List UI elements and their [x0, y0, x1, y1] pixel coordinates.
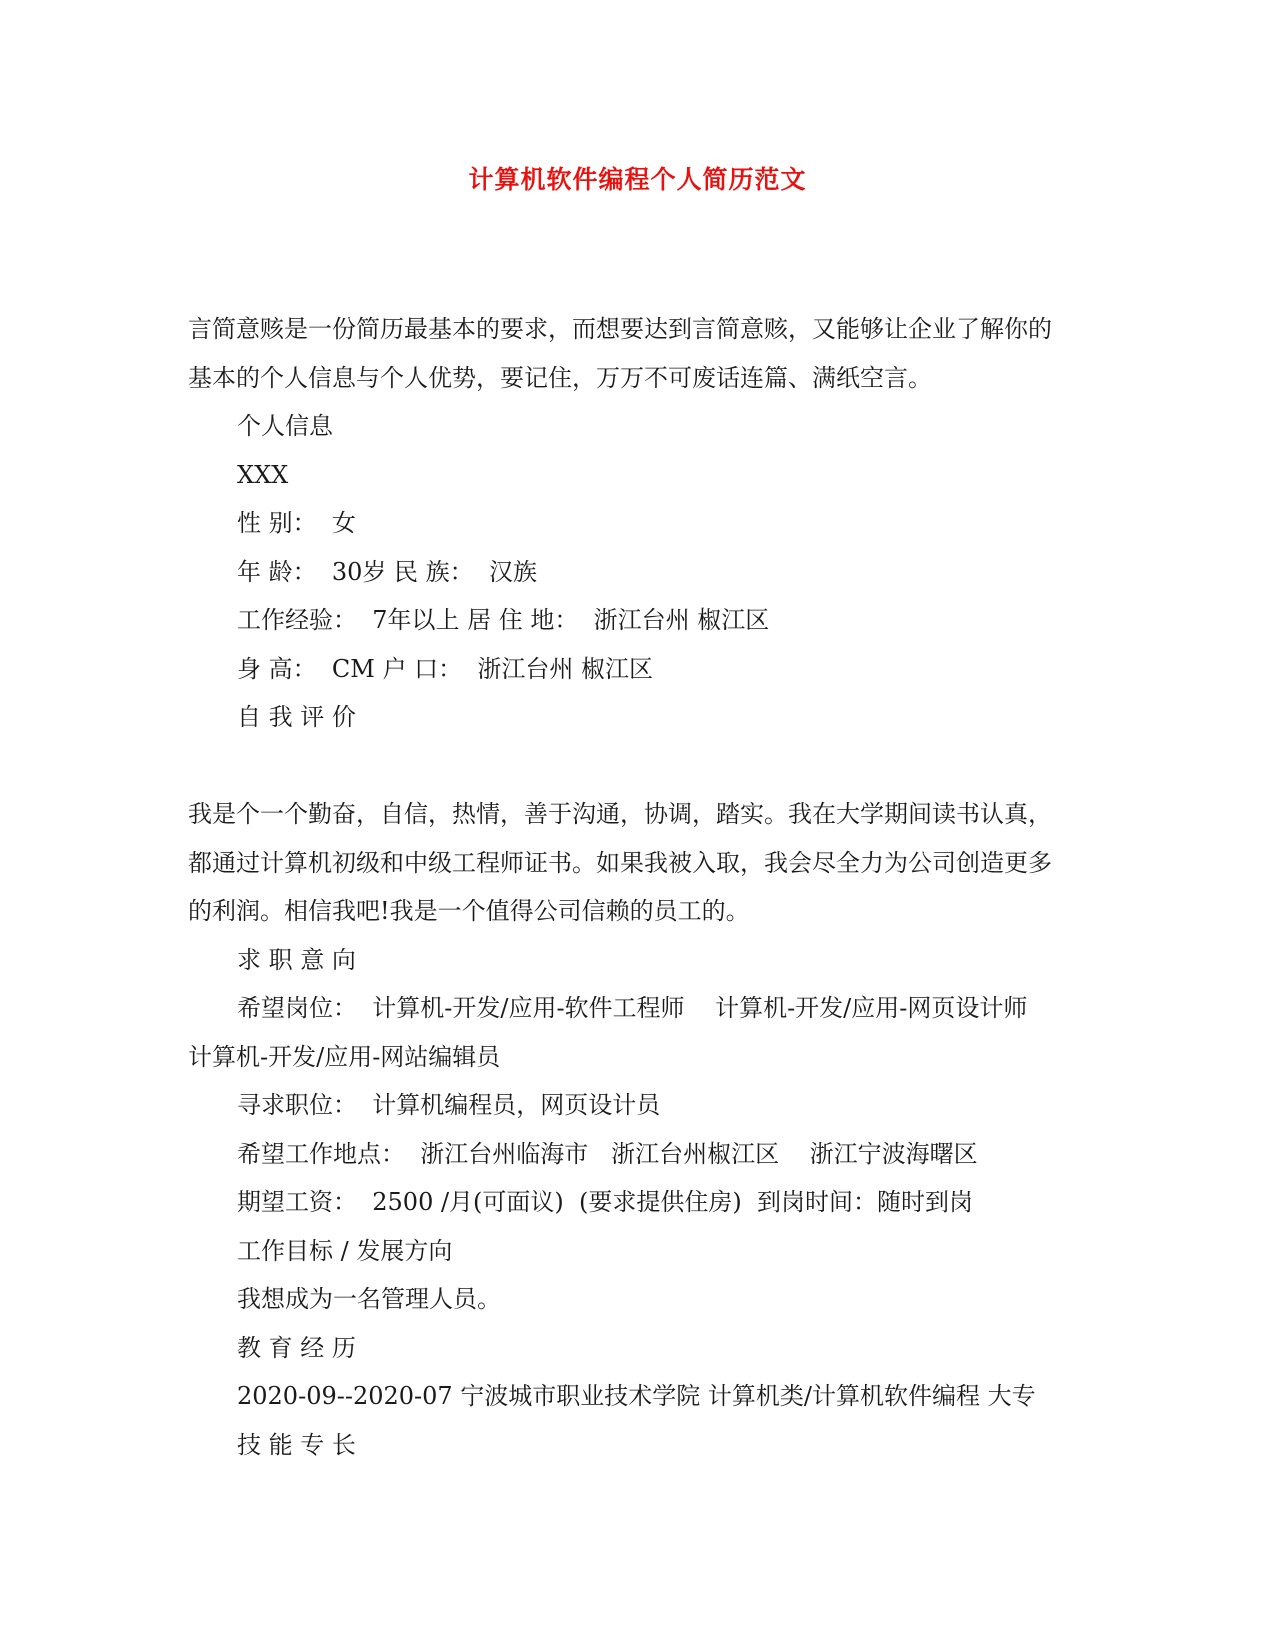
self-evaluation-heading: 自 我 评 价 — [237, 703, 356, 731]
salary-line: 期望工资： 2500 /月(可面议) (要求提供住房) 到岗时间：随时到岗 — [237, 1188, 974, 1216]
intro-line: 基本的个人信息与个人优势，要记住，万万不可废话连篇、满纸空言。 — [188, 363, 932, 392]
blank-line — [188, 742, 1088, 791]
name-value: XXX — [237, 460, 289, 489]
age-line: 年 龄： 30岁 民 族： 汉族 — [237, 557, 537, 586]
intro-line: 言简意赅是一份简历最基本的要求，而想要达到言简意赅，又能够让企业了解你的 — [188, 315, 1052, 343]
personal-info-heading: 个人信息 — [237, 412, 333, 440]
education-heading: 教 育 经 历 — [237, 1333, 356, 1362]
work-location-line: 希望工作地点： 浙江台州临海市 浙江台州椒江区 浙江宁波海曙区 — [237, 1139, 978, 1168]
experience-line: 工作经验： 7年以上 居 住 地： 浙江台州 椒江区 — [237, 606, 770, 634]
skills-heading: 技 能 专 长 — [237, 1430, 356, 1459]
seeking-position-line: 寻求职位： 计算机编程员，网页设计员 — [237, 1091, 661, 1119]
education-entry: 2020-09--2020-07 宁波城市职业技术学院 计算机类/计算机软件编程 大专 — [237, 1382, 1036, 1410]
career-goal-text: 我想成为一名管理人员。 — [237, 1285, 501, 1313]
self-evaluation-line: 的利润。相信我吧!我是一个值得公司信赖的员工的。 — [188, 897, 750, 925]
self-evaluation-line: 我是个一个勤奋，自信，热情，善于沟通，协调，踏实。我在大学期间读书认真， — [188, 800, 1052, 828]
document-title: 计算机软件编程个人简历范文 — [468, 165, 807, 194]
job-intention-heading: 求 职 意 向 — [237, 945, 356, 974]
gender-line: 性 别： 女 — [237, 509, 356, 537]
self-evaluation-line: 都通过计算机初级和中级工程师证书。如果我被入取，我会尽全力为公司创造更多 — [188, 848, 1052, 877]
career-goal-heading: 工作目标 / 发展方向 — [237, 1236, 453, 1265]
document-body — [188, 305, 1088, 1469]
desired-positions-line: 希望岗位： 计算机-开发/应用-软件工程师 计算机-开发/应用-网页设计师 — [237, 994, 1028, 1022]
height-line: 身 高： CM 户 口： 浙江台州 椒江区 — [237, 654, 653, 683]
desired-positions-line-continued: 计算机-开发/应用-网站编辑员 — [188, 1042, 501, 1071]
